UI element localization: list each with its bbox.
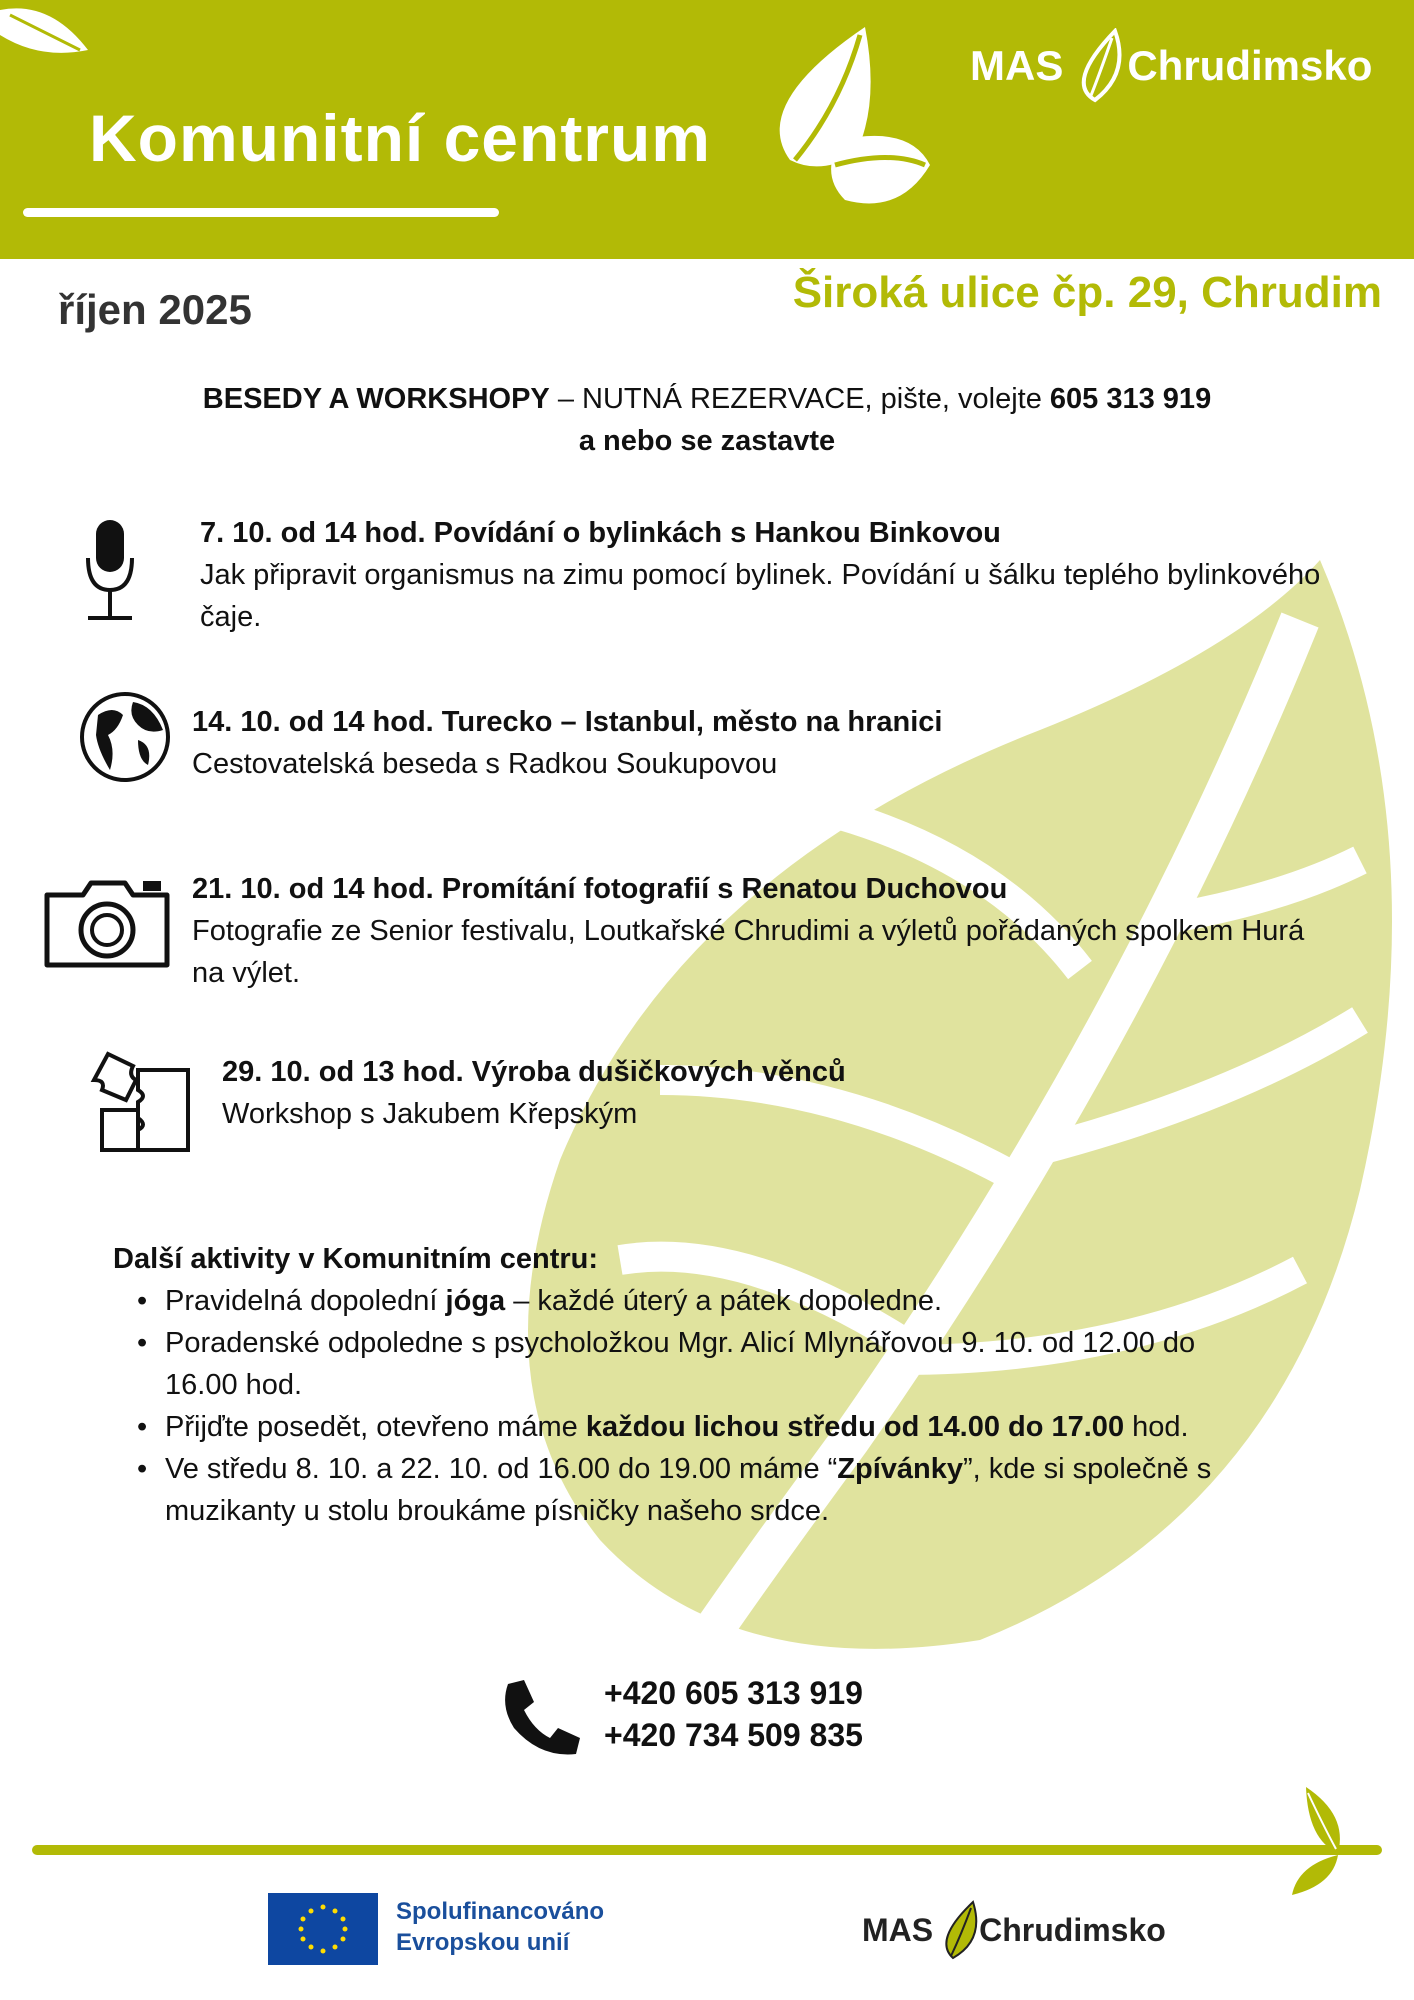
activity-item: • Přijďte posedět, otevřeno máme každou lichou středu od 14.00 do 17.00 hod. <box>165 1406 1265 1448</box>
reservation-heading: BESEDY A WORKSHOPY <box>202 383 550 415</box>
phone-number[interactable]: +420 734 509 835 <box>604 1717 863 1753</box>
logo-chrudimsko-text: Chrudimsko <box>979 1911 1166 1948</box>
address: Široká ulice čp. 29, Chrudim <box>792 268 1382 317</box>
event-description: Cestovatelská beseda s Radkou Soukupovou <box>192 748 778 780</box>
small-leaves-icon <box>1288 1785 1363 1897</box>
event-item <box>192 868 1322 994</box>
activity-item: • Poradenské odpoledne s psycholožkou Mgr. Alicí Mlynářovou 9. 10. od 12.00 do 16.00 hod. <box>165 1322 1265 1406</box>
title-underline <box>23 208 499 217</box>
eu-flag-icon <box>268 1893 378 1965</box>
puzzle-icon <box>88 1050 194 1158</box>
page-title: Komunitní centrum <box>89 101 711 175</box>
phone-numbers <box>604 1672 863 1756</box>
footer-divider <box>32 1845 1382 1855</box>
phone-number[interactable]: +420 605 313 919 <box>604 1675 863 1711</box>
leaf-icon <box>933 1900 979 1960</box>
globe-icon <box>78 690 172 784</box>
eu-cofinanced-text <box>396 1896 604 1958</box>
more-activities <box>113 1238 1313 1532</box>
event-title: 21. 10. od 14 hod. Promítání fotografií s Renatou Duchovou <box>192 873 1008 905</box>
activity-item: • Pravidelná dopolední jóga – každé úterý a pátek dopoledne. <box>165 1280 1293 1322</box>
leaf-icon <box>1065 28 1125 103</box>
logo-mas-text: MAS <box>862 1911 934 1948</box>
corner-leaf-icon <box>0 0 90 55</box>
activity-item: • Ve středu 8. 10. a 22. 10. od 16.00 do 19.00 máme “Zpívánky”, kde si společně s muzikanty u stolu broukáme písničky našeho srdce. <box>165 1448 1225 1532</box>
event-description: Jak připravit organismus na zimu pomocí bylinek. Povídání u šálku teplého bylinkového čaje. <box>200 559 1321 633</box>
event-title: 29. 10. od 13 hod. Výroba dušičkových věnců <box>222 1056 846 1088</box>
logo-mas-text: MAS <box>970 41 1064 89</box>
more-activities-heading: Další aktivity v Komunitním centru: <box>113 1243 599 1275</box>
month-label: říjen 2025 <box>58 286 252 333</box>
leaves-icon <box>760 25 935 210</box>
event-title: 7. 10. od 14 hod. Povídání o bylinkách s Hankou Binkovou <box>200 517 1001 549</box>
event-description: Workshop s Jakubem Křepským <box>222 1098 638 1130</box>
reservation-phone[interactable]: 605 313 919 <box>1049 383 1212 415</box>
logo-chrudimsko-text: Chrudimsko <box>1127 41 1373 89</box>
phone-icon <box>500 1678 582 1756</box>
mas-chrudimsko-logo <box>970 28 1372 103</box>
mas-chrudimsko-footer-logo <box>862 1900 1166 1960</box>
eu-line2: Evropskou unií <box>396 1929 570 1956</box>
event-item <box>192 701 1322 785</box>
microphone-icon <box>80 518 140 623</box>
event-item <box>200 512 1330 638</box>
reservation-text: – NUTNÁ REZERVACE, pište, volejte <box>549 383 1050 415</box>
camera-icon <box>43 875 171 970</box>
event-description: Fotografie ze Senior festivalu, Loutkařské Chrudimi a výletů pořádaných spolkem Hurá na výlet. <box>192 915 1305 989</box>
reservation-note <box>0 378 1414 462</box>
event-title: 14. 10. od 14 hod. Turecko – Istanbul, město na hranici <box>192 706 943 738</box>
reservation-line2: a nebo se zastavte <box>578 425 836 457</box>
eu-line1: Spolufinancováno <box>396 1898 605 1925</box>
event-item <box>222 1051 1322 1135</box>
